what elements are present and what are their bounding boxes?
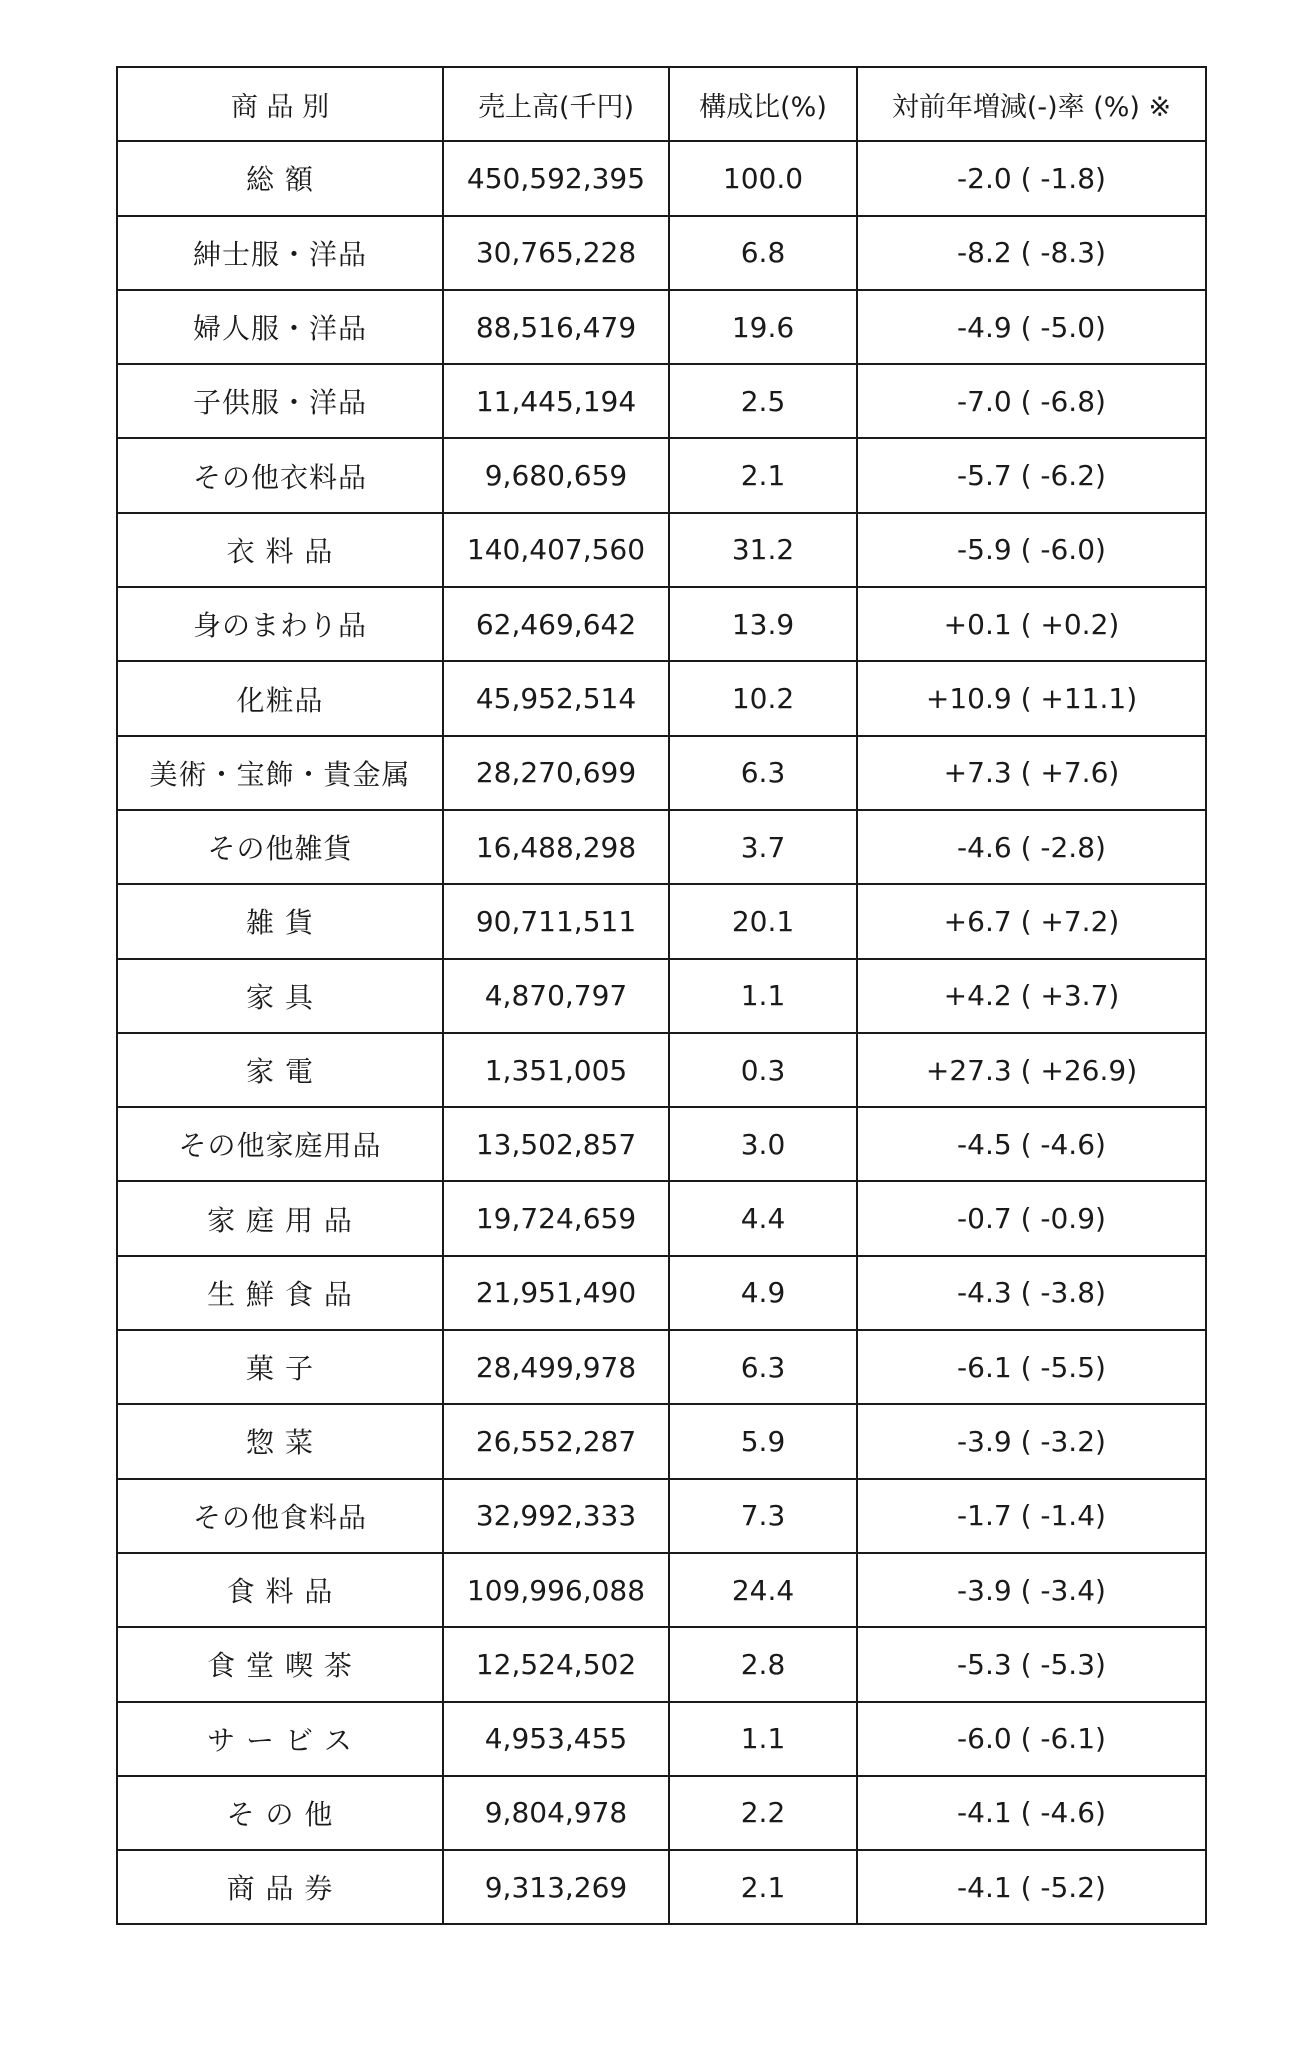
- ratio-cell: 10.2: [669, 661, 857, 735]
- ratio-cell: 6.8: [669, 216, 857, 290]
- category-cell: 雑 貨: [117, 884, 443, 958]
- category-cell: 食 堂 喫 茶: [117, 1627, 443, 1701]
- header-ratio: 構成比(%): [669, 67, 857, 141]
- sales-cell: 30,765,228: [443, 216, 669, 290]
- table-row: [117, 1181, 1206, 1255]
- category-cell: 婦人服・洋品: [117, 290, 443, 364]
- ratio-cell: 2.1: [669, 1850, 857, 1924]
- sales-cell: 32,992,333: [443, 1479, 669, 1553]
- yoy-cell: -4.9 ( -5.0): [857, 290, 1206, 364]
- category-cell: 身のまわり品: [117, 587, 443, 661]
- sales-cell: 12,524,502: [443, 1627, 669, 1701]
- yoy-cell: -6.1 ( -5.5): [857, 1330, 1206, 1404]
- table-row: [117, 736, 1206, 810]
- table-row: [117, 1256, 1206, 1330]
- ratio-cell: 31.2: [669, 513, 857, 587]
- table-row: [117, 216, 1206, 290]
- header-row: [117, 67, 1206, 141]
- category-cell: 食 料 品: [117, 1553, 443, 1627]
- yoy-cell: -3.9 ( -3.2): [857, 1404, 1206, 1478]
- table-row: [117, 587, 1206, 661]
- sales-cell: 21,951,490: [443, 1256, 669, 1330]
- yoy-cell: -4.1 ( -4.6): [857, 1776, 1206, 1850]
- category-cell: 衣 料 品: [117, 513, 443, 587]
- yoy-cell: +6.7 ( +7.2): [857, 884, 1206, 958]
- sales-cell: 13,502,857: [443, 1107, 669, 1181]
- category-cell: その他雑貨: [117, 810, 443, 884]
- category-cell: 総 額: [117, 141, 443, 215]
- yoy-cell: -0.7 ( -0.9): [857, 1181, 1206, 1255]
- category-cell: サ ー ビ ス: [117, 1702, 443, 1776]
- yoy-cell: -4.6 ( -2.8): [857, 810, 1206, 884]
- sales-cell: 4,870,797: [443, 959, 669, 1033]
- category-cell: 生 鮮 食 品: [117, 1256, 443, 1330]
- yoy-cell: -8.2 ( -8.3): [857, 216, 1206, 290]
- category-cell: 商 品 券: [117, 1850, 443, 1924]
- table-body: [117, 141, 1206, 1924]
- ratio-cell: 2.1: [669, 438, 857, 512]
- category-cell: 家 電: [117, 1033, 443, 1107]
- yoy-cell: -2.0 ( -1.8): [857, 141, 1206, 215]
- category-cell: 紳士服・洋品: [117, 216, 443, 290]
- yoy-cell: -5.9 ( -6.0): [857, 513, 1206, 587]
- yoy-cell: +4.2 ( +3.7): [857, 959, 1206, 1033]
- ratio-cell: 19.6: [669, 290, 857, 364]
- category-cell: 子供服・洋品: [117, 364, 443, 438]
- ratio-cell: 13.9: [669, 587, 857, 661]
- table-row: [117, 810, 1206, 884]
- ratio-cell: 1.1: [669, 1702, 857, 1776]
- table-header: [117, 67, 1206, 141]
- sales-cell: 9,804,978: [443, 1776, 669, 1850]
- table-row: [117, 438, 1206, 512]
- sales-cell: 88,516,479: [443, 290, 669, 364]
- sales-cell: 1,351,005: [443, 1033, 669, 1107]
- category-cell: 美術・宝飾・貴金属: [117, 736, 443, 810]
- sales-cell: 9,680,659: [443, 438, 669, 512]
- table-row: [117, 1404, 1206, 1478]
- table-row: [117, 1033, 1206, 1107]
- category-cell: 惣 菜: [117, 1404, 443, 1478]
- yoy-cell: -5.7 ( -6.2): [857, 438, 1206, 512]
- ratio-cell: 3.7: [669, 810, 857, 884]
- sales-cell: 109,996,088: [443, 1553, 669, 1627]
- table-row: [117, 1107, 1206, 1181]
- table-row: [117, 1553, 1206, 1627]
- sales-cell: 62,469,642: [443, 587, 669, 661]
- table-row: [117, 1776, 1206, 1850]
- table-row: [117, 513, 1206, 587]
- ratio-cell: 1.1: [669, 959, 857, 1033]
- sales-cell: 28,270,699: [443, 736, 669, 810]
- table-row: [117, 1702, 1206, 1776]
- table-row: [117, 364, 1206, 438]
- yoy-cell: -4.1 ( -5.2): [857, 1850, 1206, 1924]
- sales-cell: 28,499,978: [443, 1330, 669, 1404]
- table-row: [117, 290, 1206, 364]
- table-row: [117, 661, 1206, 735]
- category-cell: そ の 他: [117, 1776, 443, 1850]
- sales-cell: 16,488,298: [443, 810, 669, 884]
- ratio-cell: 4.4: [669, 1181, 857, 1255]
- ratio-cell: 5.9: [669, 1404, 857, 1478]
- sales-cell: 26,552,287: [443, 1404, 669, 1478]
- ratio-cell: 20.1: [669, 884, 857, 958]
- yoy-cell: -5.3 ( -5.3): [857, 1627, 1206, 1701]
- category-cell: 家 庭 用 品: [117, 1181, 443, 1255]
- ratio-cell: 6.3: [669, 736, 857, 810]
- table-row: [117, 1627, 1206, 1701]
- yoy-cell: -6.0 ( -6.1): [857, 1702, 1206, 1776]
- yoy-cell: +27.3 ( +26.9): [857, 1033, 1206, 1107]
- ratio-cell: 2.8: [669, 1627, 857, 1701]
- table-row: [117, 959, 1206, 1033]
- ratio-cell: 0.3: [669, 1033, 857, 1107]
- ratio-cell: 2.5: [669, 364, 857, 438]
- sales-cell: 9,313,269: [443, 1850, 669, 1924]
- yoy-cell: -4.5 ( -4.6): [857, 1107, 1206, 1181]
- ratio-cell: 6.3: [669, 1330, 857, 1404]
- yoy-cell: -7.0 ( -6.8): [857, 364, 1206, 438]
- table-row: [117, 141, 1206, 215]
- category-cell: 菓 子: [117, 1330, 443, 1404]
- sales-cell: 450,592,395: [443, 141, 669, 215]
- category-cell: 化粧品: [117, 661, 443, 735]
- table-row: [117, 1850, 1206, 1924]
- ratio-cell: 24.4: [669, 1553, 857, 1627]
- ratio-cell: 7.3: [669, 1479, 857, 1553]
- table-row: [117, 884, 1206, 958]
- category-cell: その他家庭用品: [117, 1107, 443, 1181]
- yoy-cell: +7.3 ( +7.6): [857, 736, 1206, 810]
- table-row: [117, 1479, 1206, 1553]
- yoy-cell: -1.7 ( -1.4): [857, 1479, 1206, 1553]
- header-sales: 売上高(千円): [443, 67, 669, 141]
- ratio-cell: 4.9: [669, 1256, 857, 1330]
- yoy-cell: +10.9 ( +11.1): [857, 661, 1206, 735]
- yoy-cell: -4.3 ( -3.8): [857, 1256, 1206, 1330]
- sales-by-category-table: [116, 66, 1207, 1925]
- sales-cell: 11,445,194: [443, 364, 669, 438]
- yoy-cell: +0.1 ( +0.2): [857, 587, 1206, 661]
- header-category: 商 品 別: [117, 67, 443, 141]
- ratio-cell: 100.0: [669, 141, 857, 215]
- header-yoy: 対前年増減(-)率 (%) ※: [857, 67, 1206, 141]
- category-cell: その他食料品: [117, 1479, 443, 1553]
- sales-cell: 45,952,514: [443, 661, 669, 735]
- sales-cell: 19,724,659: [443, 1181, 669, 1255]
- yoy-cell: -3.9 ( -3.4): [857, 1553, 1206, 1627]
- sales-cell: 90,711,511: [443, 884, 669, 958]
- ratio-cell: 2.2: [669, 1776, 857, 1850]
- sales-cell: 4,953,455: [443, 1702, 669, 1776]
- category-cell: 家 具: [117, 959, 443, 1033]
- table-row: [117, 1330, 1206, 1404]
- ratio-cell: 3.0: [669, 1107, 857, 1181]
- sales-cell: 140,407,560: [443, 513, 669, 587]
- category-cell: その他衣料品: [117, 438, 443, 512]
